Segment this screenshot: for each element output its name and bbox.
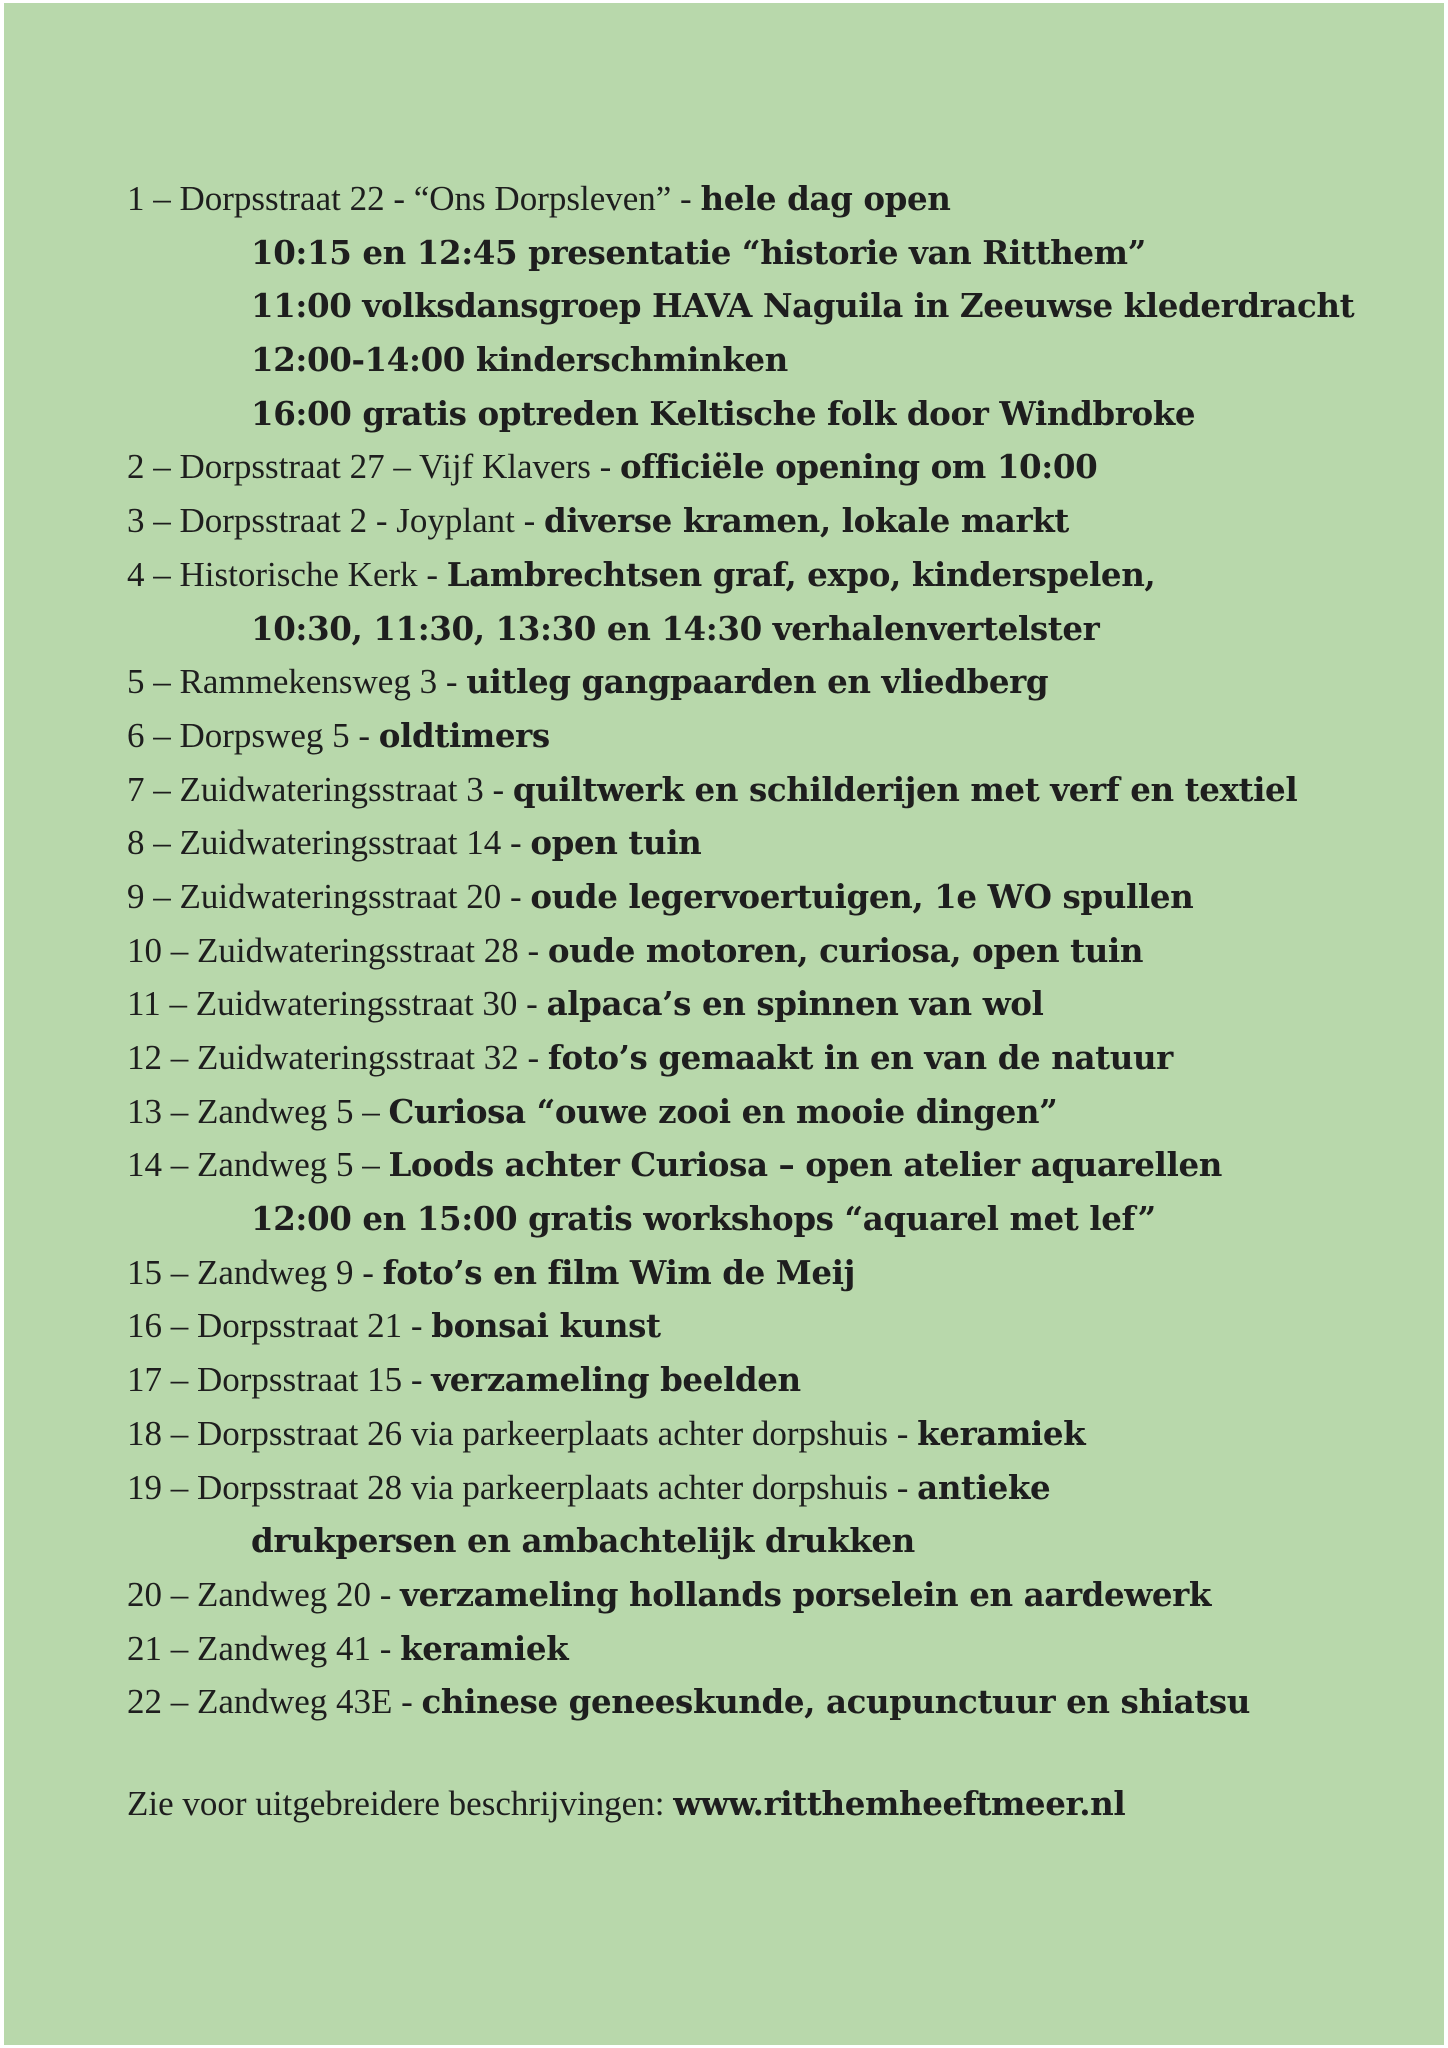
location-address: 16 – Dorpsstraat 21 -	[127, 1306, 432, 1346]
list-item	[127, 816, 1427, 870]
location-address: 4 – Historische Kerk -	[127, 554, 447, 594]
location-description: keramiek	[400, 1628, 569, 1668]
list-item	[127, 709, 1427, 763]
location-address: 3 – Dorpsstraat 2 - Joyplant -	[127, 501, 545, 541]
list-item	[127, 1407, 1427, 1461]
list-item	[127, 548, 1427, 602]
list-item	[127, 440, 1427, 494]
location-description: oude legervoertuigen, 1e WO spullen	[530, 876, 1194, 916]
location-detail: 12:00 en 15:00 gratis workshops “aquarel met lef”	[251, 1199, 1156, 1239]
location-description: officiële opening om 10:00	[620, 447, 1098, 487]
location-description: chinese geneeskunde, acupunctuur en shiatsu	[421, 1682, 1251, 1722]
location-address: 8 – Zuidwateringsstraat 14 -	[127, 823, 531, 863]
list-item	[127, 172, 1427, 226]
location-description: uitleg gangpaarden en vliedberg	[466, 662, 1049, 702]
location-address: 17 – Dorpsstraat 15 -	[127, 1360, 432, 1400]
location-address: 20 – Zandweg 20 -	[127, 1574, 401, 1614]
location-description: verzameling beelden	[431, 1360, 801, 1400]
footer-note	[127, 1784, 1125, 1824]
location-address: 18 – Dorpsstraat 26 via parkeerplaats achter dorpshuis -	[127, 1413, 918, 1453]
location-description: hele dag open	[700, 179, 951, 218]
list-item	[127, 1138, 1427, 1192]
location-detail: drukpersen en ambachtelijk drukken	[251, 1521, 915, 1561]
location-address: 6 – Dorpsweg 5 -	[127, 715, 379, 755]
location-address: 22 – Zandweg 43E -	[127, 1682, 422, 1722]
location-description: antieke	[917, 1467, 1051, 1507]
location-description: oldtimers	[378, 715, 550, 755]
location-address: 9 – Zuidwateringsstraat 20 -	[127, 876, 531, 916]
list-item	[127, 870, 1427, 924]
list-item	[127, 655, 1427, 709]
location-description: open tuin	[530, 823, 702, 863]
location-address: 13 – Zandweg 5 –	[127, 1091, 389, 1131]
location-address: 15 – Zandweg 9 -	[127, 1252, 383, 1292]
list-item	[127, 1299, 1427, 1353]
location-description: foto’s en film Wim de Meij	[382, 1252, 855, 1292]
location-description: bonsai kunst	[431, 1306, 661, 1346]
location-description: diverse kramen, lokale markt	[544, 501, 1069, 541]
list-item	[127, 763, 1427, 817]
location-description: foto’s gemaakt in en van de natuur	[547, 1038, 1173, 1077]
location-description: verzameling hollands porselein en aardewerk	[400, 1574, 1211, 1614]
list-item	[127, 1622, 1427, 1676]
location-detail: 10:30, 11:30, 13:30 en 14:30 verhalenvertelster	[251, 608, 1100, 648]
location-description: oude motoren, curiosa, open tuin	[547, 930, 1144, 970]
location-description: Loods achter Curiosa – open atelier aquarellen	[388, 1145, 1222, 1185]
list-item	[127, 494, 1427, 548]
website-link[interactable]: www.ritthemheeftmeer.nl	[673, 1784, 1126, 1823]
location-address: 11 – Zuidwateringsstraat 30 -	[127, 984, 547, 1024]
footer-label: Zie voor uitgebreidere beschrijvingen:	[127, 1784, 674, 1823]
location-address: 10 – Zuidwateringsstraat 28 -	[127, 930, 548, 970]
location-address: 14 – Zandweg 5 –	[127, 1145, 389, 1185]
list-item	[127, 1353, 1427, 1407]
location-detail: 16:00 gratis optreden Keltische folk door Windbroke	[251, 393, 1196, 433]
list-item	[127, 1085, 1427, 1139]
location-description: keramiek	[917, 1413, 1086, 1453]
list-item	[127, 1246, 1427, 1300]
location-description: Curiosa “ouwe zooi en mooie dingen”	[388, 1091, 1058, 1131]
location-address: 7 – Zuidwateringsstraat 3 -	[127, 769, 513, 809]
list-item	[127, 1461, 1427, 1515]
list-item	[127, 924, 1427, 978]
location-detail: 12:00-14:00 kinderschminken	[251, 340, 788, 380]
location-address: 12 – Zuidwateringsstraat 32 -	[127, 1038, 548, 1077]
location-address: 2 – Dorpsstraat 27 – Vijf Klavers -	[127, 447, 620, 487]
list-item	[127, 1031, 1427, 1085]
location-description: alpaca’s en spinnen van wol	[546, 984, 1044, 1024]
list-item	[127, 1568, 1427, 1622]
location-detail: 11:00 volksdansgroep HAVA Naguila in Zeeuwse klederdracht	[251, 286, 1355, 326]
location-address: 5 – Rammekensweg 3 -	[127, 662, 467, 702]
location-detail: 10:15 en 12:45 presentatie “historie van Ritthem”	[251, 232, 1146, 272]
list-item	[127, 1675, 1427, 1729]
location-address: 19 – Dorpsstraat 28 via parkeerplaats achter dorpshuis -	[127, 1467, 918, 1507]
location-address: 21 – Zandweg 41 -	[127, 1628, 401, 1668]
location-description: Lambrechtsen graf, expo, kinderspelen,	[446, 554, 1156, 594]
location-description: quiltwerk en schilderijen met verf en textiel	[512, 769, 1298, 809]
location-list	[127, 172, 1427, 1729]
location-address: 1 – Dorpsstraat 22 - “Ons Dorpsleven” -	[127, 179, 701, 218]
list-item	[127, 977, 1427, 1031]
